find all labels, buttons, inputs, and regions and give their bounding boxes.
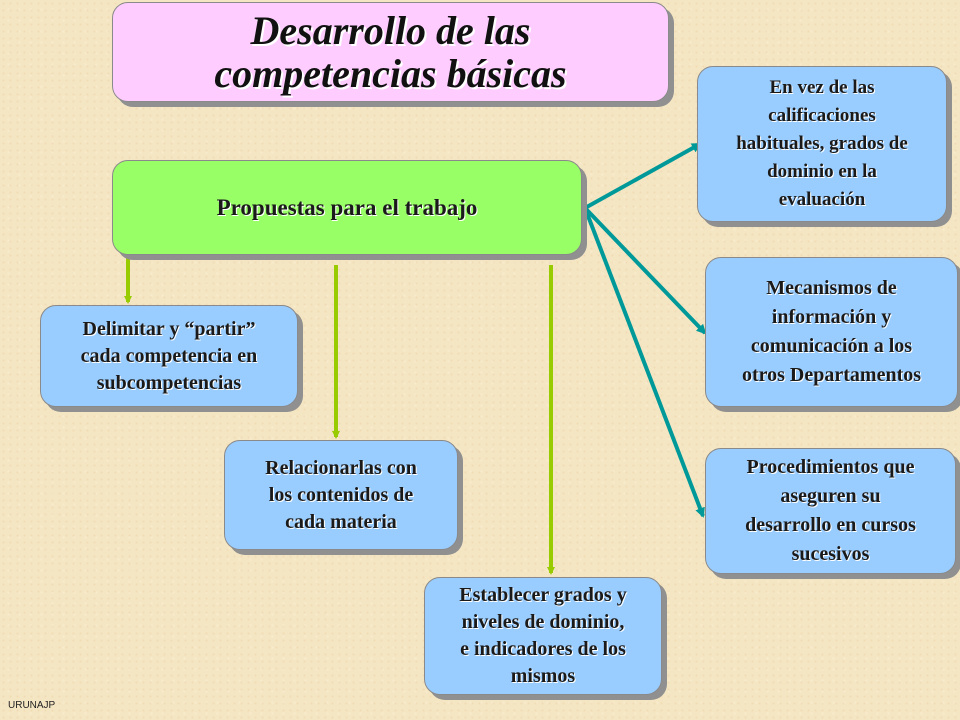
arrow-to-procedimientos xyxy=(585,208,703,516)
propuestas-label: Propuestas para el trabajo xyxy=(216,194,478,220)
propuestas-box xyxy=(112,160,582,255)
procedimientos-box xyxy=(705,448,956,574)
establecer-label: Establecer grados y niveles de dominio, e indicadores de los mismos xyxy=(459,584,627,687)
mecanismos-label: Mecanismos de información y comunicación a los otros Departamentos xyxy=(741,277,922,386)
relacionarlas-box xyxy=(224,440,458,550)
evaluacion-box xyxy=(697,66,947,222)
title-box xyxy=(112,2,669,102)
mecanismos-box xyxy=(705,257,958,407)
delimitar-label: Delimitar y “partir” cada competencia en subcompetencias xyxy=(80,317,258,394)
relacionarlas-label: Relacionarlas con los contenidos de cada materia xyxy=(265,456,417,533)
page-title: Desarrollo de las competencias básicas xyxy=(214,8,567,96)
arrow-to-evaluacion xyxy=(585,144,700,208)
establecer-box xyxy=(424,577,662,695)
procedimientos-label: Procedimientos que aseguren su desarrollo en cursos sucesivos xyxy=(745,456,916,565)
footer-author: URUNAJP xyxy=(8,700,56,711)
delimitar-box xyxy=(40,305,298,407)
evaluacion-label: En vez de las calificaciones habituales, grados de dominio en la evaluación xyxy=(736,77,908,210)
arrow-to-mecanismos xyxy=(585,208,705,333)
